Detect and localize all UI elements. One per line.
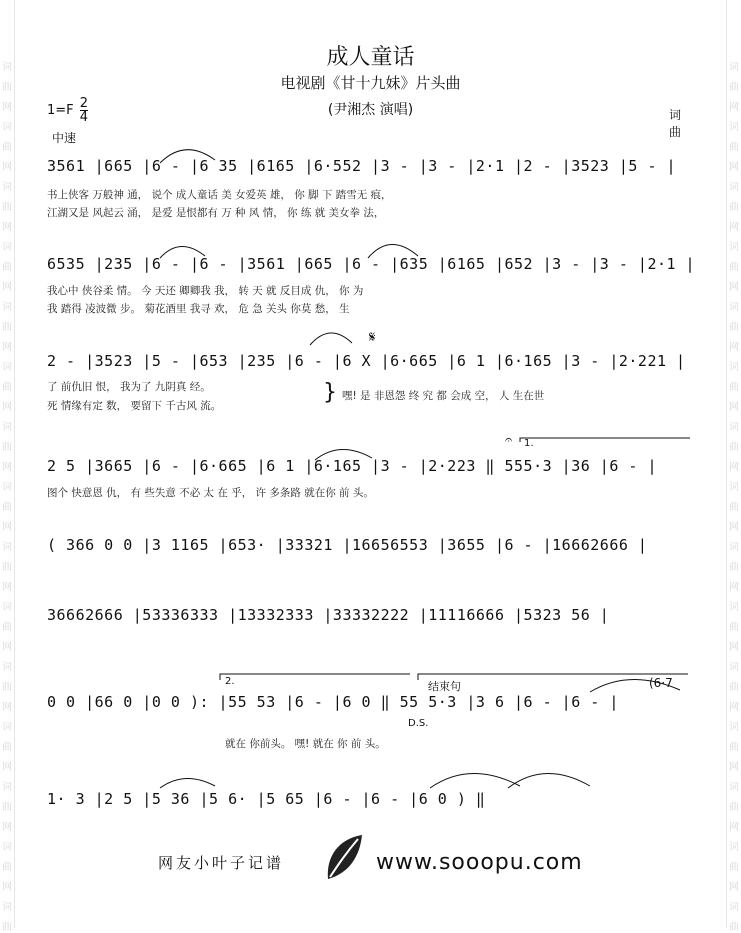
watermark-glyph: 词 [729,782,739,793]
watermark-glyph: 曲 [729,442,739,453]
watermark-glyph: 曲 [729,862,739,873]
watermark-glyph: 网 [729,102,739,113]
watermark-glyph: 曲 [729,622,739,633]
composer-label: 曲 [669,125,682,139]
lyric-bracket: } [323,380,337,405]
watermark-glyph: 曲 [729,202,739,213]
slur-mark [160,778,215,788]
ds-marking: D.S. [408,718,429,729]
watermark-glyph: 词 [2,482,12,493]
volta-1-bracket [520,438,690,442]
watermark-glyph: 词 [2,902,12,913]
key-label: 1=F [47,103,74,118]
watermark-glyph: 词 [2,62,12,73]
song-title: 成人童话 [326,45,415,70]
score-row-1-notes: 3561 |665 |6 - |6 35 |6165 |6·552 |3 - |3 - |2·1 |2 - |3523 |5 - | [47,157,677,175]
score-row-3-lyric-1: 了 前仇旧 恨， 我为了 九阴真 经。 [47,381,211,393]
watermark-glyph: 网 [729,702,739,713]
watermark-glyph: 词 [729,722,739,733]
watermark-glyph: 网 [2,222,12,233]
watermark-glyph: 网 [729,582,739,593]
slur-mark [508,773,590,788]
segno-sign: 𝄋 [369,328,376,346]
watermark-glyph: 曲 [2,682,12,693]
slur-mark [310,333,352,345]
watermark-glyph: 网 [2,102,12,113]
watermark-glyph: 网 [729,282,739,293]
coda-label: 结束句 [428,680,461,693]
watermark-glyph: 曲 [729,82,739,93]
watermark-glyph: 网 [729,162,739,173]
watermark-glyph: 词 [729,662,739,673]
watermark-glyph: 词 [2,542,12,553]
watermark-glyph: 网 [729,762,739,773]
watermark-glyph: 词 [2,782,12,793]
watermark-glyph: 词 [2,422,12,433]
watermark-glyph: 词 [729,362,739,373]
time-denominator: 4 [79,110,89,125]
watermark-glyph: 网 [729,222,739,233]
watermark-glyph: 词 [2,842,12,853]
watermark-glyph: 词 [2,242,12,253]
watermark-glyph: 网 [2,282,12,293]
score-row-5-lyric-1: 就在 你前头。 嘿! 就在 你 前 头。 [225,738,386,750]
score-row-1-lyric-1: 书上侠客 万般神 通， 说个 成人童话 美 女爱英 雄， 你 脚 下 踏雪无 痕， [47,189,392,201]
watermark-glyph: 网 [729,342,739,353]
ornament-notes: (6·7 [649,676,673,690]
watermark-glyph: 网 [729,402,739,413]
watermark-glyph: 曲 [2,622,12,633]
watermark-glyph: 曲 [729,922,739,933]
score-row-3-lyric-2: 死 情缘有定 数， 要留下 千古风 流。 [47,400,222,412]
watermark-glyph: 网 [2,162,12,173]
watermark-glyph: 曲 [2,262,12,273]
score-row-2-lyric-1: 我心中 侠谷柔 情。 今 天还 卿卿我 我， 转 天 就 反目成 仇， 你 为 [47,285,364,297]
watermark-glyph: 词 [729,302,739,313]
watermark-glyph: 网 [729,882,739,893]
fermata-sign: 𝄐 [505,433,513,448]
watermark-glyph: 词 [729,602,739,613]
slur-mark [430,773,520,788]
watermark-glyph: 曲 [2,142,12,153]
lyricist-label: 词 [669,108,682,122]
watermark-glyph: 词 [729,542,739,553]
watermark-glyph: 网 [2,462,12,473]
score-row-1-lyric-2: 江湖又是 风起云 涌， 是爱 是恨都有 万 种 风 情， 你 练 就 美女拳 法， [47,207,385,219]
watermark-glyph: 网 [729,642,739,653]
score-row-6-notes: 1· 3 |2 5 |5 36 |5 6· |5 65 |6 - |6 - |6 0 ) ‖ [47,790,486,808]
watermark-glyph: 网 [2,522,12,533]
watermark-glyph: 曲 [729,502,739,513]
watermark-glyph: 词 [2,182,12,193]
interlude-row-1-notes: ( 366 0 0 |3 1165 |653· |33321 |16656553 |3655 |6 - |16662666 | [47,536,648,554]
score-row-3-side-lyric: 嘿! 是 非恩怨 终 究 都 会成 空， 人 生在世 [342,390,545,402]
watermark-glyph: 曲 [729,742,739,753]
watermark-glyph: 词 [2,722,12,733]
leaf-logo-icon [322,833,366,883]
singer-credit: (尹湘杰 演唱) [327,102,414,118]
time-numerator: 2 [79,96,89,111]
watermark-glyph: 网 [2,702,12,713]
tempo-marking: 中速 [52,131,77,145]
watermark-glyph: 曲 [2,802,12,813]
watermark-glyph: 词 [729,62,739,73]
watermark-glyph: 曲 [729,382,739,393]
score-row-4-notes: 2 5 |3665 |6 - |6·665 |6 1 |6·165 |3 - |2·223 ‖ 555·3 |36 |6 - | [47,457,657,475]
watermark-glyph: 网 [2,762,12,773]
watermark-glyph: 网 [2,642,12,653]
watermark-glyph: 曲 [729,142,739,153]
watermark-glyph: 曲 [729,322,739,333]
watermark-glyph: 曲 [729,262,739,273]
watermark-glyph: 词 [729,842,739,853]
watermark-glyph: 词 [729,182,739,193]
score-row-3-notes: 2 - |3523 |5 - |653 |235 |6 - |6 X |6·665 |6 1 |6·165 |3 - |2·221 | [47,352,686,370]
watermark-glyph: 词 [729,422,739,433]
watermark-glyph: 网 [729,522,739,533]
watermark-glyph: 曲 [2,502,12,513]
watermark-glyph: 词 [729,122,739,133]
watermark-glyph: 词 [729,482,739,493]
watermark-glyph: 网 [729,822,739,833]
watermark-glyph: 词 [729,902,739,913]
watermark-glyph: 词 [2,602,12,613]
watermark-glyph: 网 [729,462,739,473]
watermark-glyph: 曲 [2,742,12,753]
watermark-glyph: 曲 [2,922,12,933]
watermark-glyph: 网 [2,402,12,413]
volta-2-bracket [220,674,410,680]
interlude-row-2-notes: 36662666 |53336333 |13332333 |33332222 |11116666 |5323 56 | [47,606,610,624]
watermark-glyph: 曲 [2,382,12,393]
volta-1-label: 1. [524,438,534,449]
watermark-glyph: 曲 [2,202,12,213]
score-row-2-notes: 6535 |235 |6 - |6 - |3561 |665 |6 - |635 |6165 |652 |3 - |3 - |2·1 | [47,255,696,273]
watermark-glyph: 词 [2,122,12,133]
transcriber-credit: 网友小叶子记谱 [158,854,285,872]
watermark-glyph: 曲 [2,322,12,333]
watermark-glyph: 词 [2,302,12,313]
score-row-4-lyric-1: 图个 快意恩 仇， 有 些失意 不必 太 在 乎， 许 多条路 就在你 前 头。 [47,487,374,499]
watermark-glyph: 网 [2,882,12,893]
watermark-glyph: 网 [2,822,12,833]
watermark-glyph: 网 [2,342,12,353]
score-row-2-lyric-2: 我 踏得 凌波微 步。 菊花酒里 我寻 欢， 危 急 关头 你莫 愁， 生 [47,303,350,315]
score-row-5-notes: 0 0 |66 0 |0 0 ): |55 53 |6 - |6 0 ‖ 55 5·3 |3 6 |6 - |6 - | [47,693,619,711]
watermark-glyph: 曲 [729,682,739,693]
watermark-glyph: 词 [2,662,12,673]
watermark-glyph: 曲 [2,562,12,573]
watermark-glyph: 曲 [2,82,12,93]
watermark-glyph: 词 [729,242,739,253]
site-url[interactable]: www.sooopu.com [376,850,583,875]
watermark-glyph: 网 [2,582,12,593]
watermark-glyph: 词 [2,362,12,373]
song-subtitle: 电视剧《甘十九妹》片头曲 [280,74,461,92]
watermark-glyph: 曲 [729,802,739,813]
volta-2-label: 2. [225,676,235,687]
watermark-glyph: 曲 [2,862,12,873]
watermark-glyph: 曲 [2,442,12,453]
watermark-glyph: 曲 [729,562,739,573]
